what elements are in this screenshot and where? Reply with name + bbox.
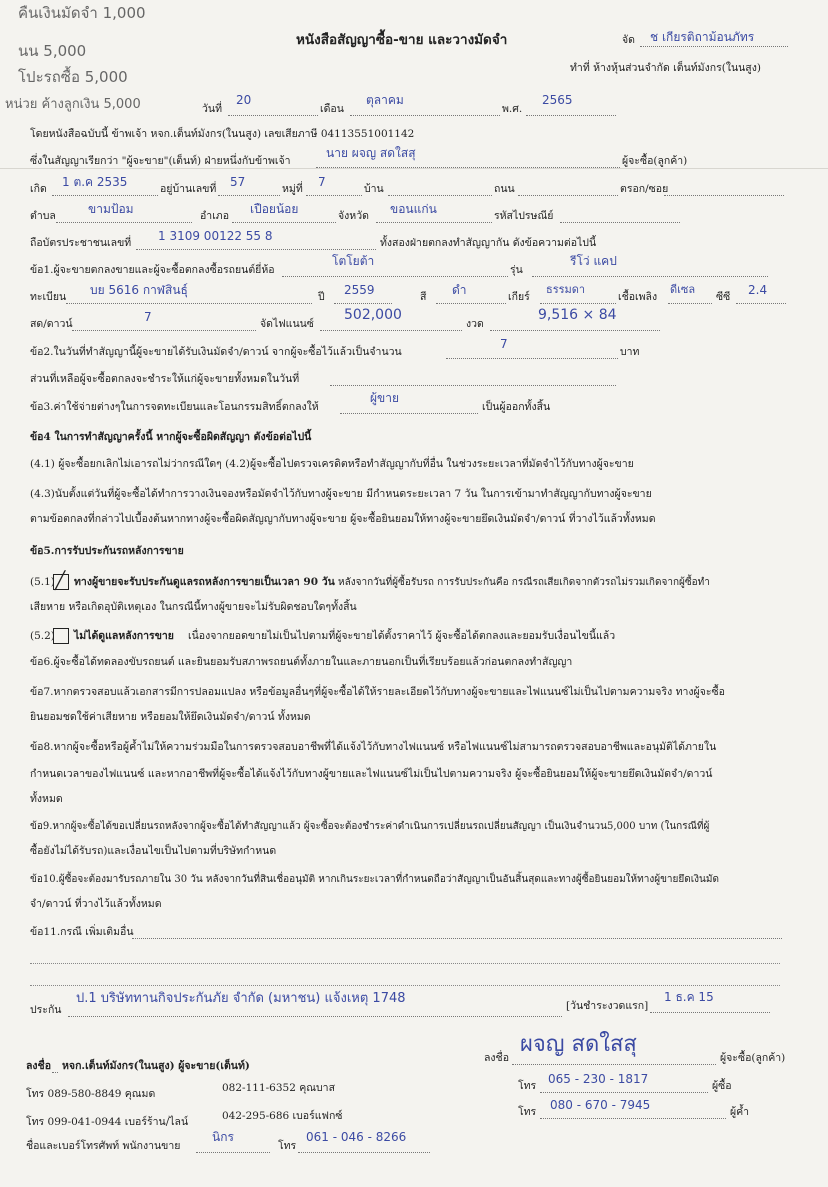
clause11: ข้อ11.กรณี เพิ่มเติมอื่น xyxy=(30,926,134,938)
house-label: อยู่บ้านเลขที่ xyxy=(160,183,217,195)
reg-label: ทะเบียน xyxy=(30,291,67,303)
c52-rest: เนื่องจากยอดขายไม่เป็นไปตามที่ผู้จะขายได้ตั้งราคาไว้ ผู้จะซื้อได้ตกลงและยอมรับเงื่อนไขนี้แล้ว xyxy=(188,630,616,642)
clause3-post: เป็นผู้ออกทั้งสิ้น xyxy=(482,401,551,413)
clause10-line: จำ/ดาวน์ ที่วางไว้แล้วทั้งหมด xyxy=(30,898,162,910)
buyer-name: นาย ผจญ สดใสสุ xyxy=(326,146,416,160)
dotted-line xyxy=(228,115,318,116)
clause5-title: ข้อ5.การรับประกันรถหลังการขาย xyxy=(30,545,184,557)
clause8-line: ข้อ8.หากผู้จะซื้อหรือผู้ค้ำไม่ให้ความร่วมมือในการตรวจสอบอาชีพที่ได้แจ้งไว้กับทางไฟแนนซ์ หรือไฟแนนซ์ไม่สามารถตรวจสอบอาชีพและอนุมัติได้ภายใน xyxy=(30,741,717,753)
seller-sign-label: ลงชื่อ xyxy=(26,1060,51,1072)
contact: โทร 099-041-0944 เบอร์ร้าน/ไลน์ xyxy=(26,1116,189,1128)
dotted-line xyxy=(376,222,492,223)
month-label: เดือน xyxy=(320,103,344,115)
first-payment-label: [วันชำระงวดแรก] xyxy=(566,1000,649,1012)
house-value: 57 xyxy=(230,175,246,189)
clause8-line: กำหนดเวลาของไฟแนนซ์ และหากอาชีพที่ผู้จะซื้อได้แจ้งไว้กับทางผู้ขายและไฟแนนซ์ไม่เป็นไปตามความจริง ผู้จะซื้อยินยอมให้ผู้จะขายยึดเงินมัดจำ/ดาวน์ xyxy=(30,768,713,780)
postcode-label: รหัสไปรษณีย์ xyxy=(494,210,554,222)
guarantor-phone: 080 - 670 - 7945 xyxy=(550,1098,651,1112)
dotted-line xyxy=(52,195,158,196)
clause7-line: ข้อ7.หากตรวจสอบแล้วเอกสารมีการปลอมแปลง หรือข้อมูลอื่นๆที่ผู้จะซื้อได้ให้รายละเอียดไว้กับทางผู้จะขายและไฟแนนซ์ไม่เป็นไปตามความจริง ทางผู้จะซื้อ xyxy=(30,686,725,698)
soi-label: ตรอก/ซอย xyxy=(620,183,669,195)
c52-bold: ไม่ได้ดูแลหลังการขาย xyxy=(74,630,174,642)
clause4-title: ข้อ4 ในการทำสัญญาครั้งนี้ หากผู้จะซื้อผิดสัญญา ดังข้อต่อไปนี้ xyxy=(30,431,312,443)
dotted-line xyxy=(350,115,500,116)
buyer-sign-label: ลงชื่อ xyxy=(484,1052,509,1064)
clause6: ข้อ6.ผู้จะซื้อได้ทดลองขับรถยนต์ และยินยอมรับสภาพรถยนต์ทั้งภายในและภายนอกเป็นที่เรียบร้อยแล้วก่อนตกลงทำสัญญา xyxy=(30,656,573,668)
first-payment-date: 1 ธ.ค 15 xyxy=(664,990,714,1004)
dotted-line xyxy=(298,1152,430,1153)
dotted-line xyxy=(532,276,768,277)
dotted-line xyxy=(56,222,192,223)
village-label: บ้าน xyxy=(364,183,384,195)
dotted-line xyxy=(52,1072,58,1073)
made-at-value: ช เกียรติถาม้อนภัทร xyxy=(650,30,755,44)
fuel-label: เชื้อเพลิง xyxy=(618,291,658,303)
clause1-text: ข้อ1.ผู้จะขายตกลงขายและผู้จะซื้อตกลงซื้อรถยนต์ยี่ห้อ xyxy=(30,264,275,276)
place: ทำที่ ห้างหุ้นส่วนจำกัด เต็นท์มังกร(ในนสูง) xyxy=(570,62,761,74)
deposit-unit: บาท xyxy=(620,346,640,358)
dotted-line xyxy=(282,276,508,277)
province-value: ขอนแก่น xyxy=(390,202,437,216)
remaining-line: ส่วนที่เหลือผู้จะซื้อตกลงจะชำระให้แก่ผู้จะขายทั้งหมดในวันที่ xyxy=(30,373,300,385)
intro-line: โดยหนังสือฉบับนี้ ข้าพเจ้า หจก.เต็นท์มังกร(ในนสูง) เลขเสียภาษี 04113551001142 xyxy=(30,128,415,140)
insurance-label: ประกัน xyxy=(30,1004,62,1016)
dotted-line xyxy=(436,303,506,304)
dotted-line xyxy=(66,303,312,304)
province-label: จังหวัด xyxy=(338,210,369,222)
contact: โทร 089-580-8849 คุณมด xyxy=(26,1088,156,1100)
year-label: พ.ศ. xyxy=(502,103,523,115)
dotted-line xyxy=(540,303,616,304)
clause3-text: ข้อ3.ค่าใช้จ่ายต่างๆในการจดทะเบียนและโอนกรรมสิทธิ์ตกลงให้ xyxy=(30,401,319,413)
paper-fold xyxy=(0,168,828,169)
date-month: ตุลาคม xyxy=(366,93,404,107)
reg-value: บย 5616 กาฬสินธุ์ xyxy=(90,283,188,297)
gear-label: เกียร์ xyxy=(508,291,530,303)
salesperson-phone-label: โทร xyxy=(278,1140,297,1152)
dotted-line xyxy=(316,167,620,168)
dotted-line xyxy=(446,358,618,359)
dotted-line xyxy=(540,1092,708,1093)
salesperson-name: นิกร xyxy=(212,1130,234,1144)
dotted-line xyxy=(132,938,782,939)
contact: 042-295-686 เบอร์แฟกซ์ xyxy=(222,1110,343,1122)
margin-note: คืนเงินมัดจำ 1,000 xyxy=(18,4,146,22)
margin-note: นน 5,000 xyxy=(18,42,87,60)
born-value: 1 ต.ค 2535 xyxy=(62,175,128,189)
down-value: 7 xyxy=(144,310,152,324)
check-mark-icon: ╱ xyxy=(55,571,66,591)
made-at-label: จัด xyxy=(622,34,635,46)
buyer-sign-role: ผู้จะซื้อ(ลูกค้า) xyxy=(720,1052,786,1064)
dotted-line xyxy=(334,303,392,304)
dotted-line xyxy=(650,1012,770,1013)
clause2-text: ข้อ2.ในวันที่ทำสัญญานี้ผู้จะขายได้รับเงินมัดจำ/ดาวน์ จากผู้จะซื้อไว้แล้วเป็นจำนวน xyxy=(30,346,402,358)
dotted-line xyxy=(490,330,660,331)
date-year: 2565 xyxy=(542,93,573,107)
dotted-line xyxy=(560,222,680,223)
c51-bold: ทางผู้ขายจะรับประกันดูแลรถหลังการขายเป็นเวลา 90 วัน xyxy=(74,576,335,588)
buyer-phone-role: ผู้ซื้อ xyxy=(712,1080,732,1092)
dotted-line xyxy=(518,195,618,196)
year-value: 2559 xyxy=(344,283,375,297)
dotted-line xyxy=(736,303,786,304)
date-day: 20 xyxy=(236,93,252,107)
dotted-line xyxy=(218,195,280,196)
buyer-phone: 065 - 230 - 1817 xyxy=(548,1072,649,1086)
buyer-signature: ผจญ สดใสสุ xyxy=(520,1032,637,1057)
clause8-line: ทั้งหมด xyxy=(30,793,63,805)
seller-sign-name: หจก.เต็นท์มังกร(ในนสูง) ผู้จะขาย(เต็นท์) xyxy=(62,1060,250,1072)
down-label: สด/ดาวน์ xyxy=(30,318,73,330)
tambon-label: ตำบล xyxy=(30,210,56,222)
dotted-line xyxy=(196,1152,270,1153)
inst-label: งวด xyxy=(466,318,484,330)
id-post: ทั้งสองฝ่ายตกลงทำสัญญากัน ดังข้อความต่อไปนี้ xyxy=(380,237,597,249)
gear-value: ธรรมดา xyxy=(546,283,586,296)
deposit-amount: 7 xyxy=(500,337,508,351)
clause9-line: ข้อ9.หากผู้จะซื้อได้ขอเปลี่ยนรถหลังจากผู้จะซื้อได้ทำสัญญาแล้ว ผู้จะซื้อจะต้องชำระค่าดำเนินการเปลี่ยนรถเปลี่ยนสัญญา เป็นเงินจำนวน5,000 บาท (ในกรณีที่ผู้ xyxy=(30,821,710,832)
fin-value: 502,000 xyxy=(344,307,402,323)
cc-value: 2.4 xyxy=(748,283,768,297)
dotted-line xyxy=(306,195,362,196)
id-value: 1 3109 00122 55 8 xyxy=(158,229,273,243)
road-label: ถนน xyxy=(494,183,515,195)
year-label: ปี xyxy=(318,291,325,303)
margin-note: โปะรถซื้อ 5,000 xyxy=(18,68,128,86)
id-label: ถือบัตรประชาชนเลขที่ xyxy=(30,237,132,249)
dotted-line xyxy=(664,195,784,196)
dotted-line xyxy=(512,1064,716,1065)
inst-value: 9,516 × 84 xyxy=(538,307,617,323)
born-label: เกิด xyxy=(30,183,47,195)
contact: 082-111-6352 คุณบาส xyxy=(222,1082,335,1094)
dotted-line xyxy=(668,303,712,304)
no-warranty-checkbox[interactable] xyxy=(53,628,69,644)
fuel-value: ดีเซล xyxy=(670,283,696,296)
model-label: รุ่น xyxy=(510,264,523,276)
cc-label: ซีซี xyxy=(716,291,731,303)
insurance-value: ป.1 บริษัททานกิจประกันภัย จำกัด (มหาชน) แจ้งเหตุ 1748 xyxy=(76,991,406,1006)
warranty-90-checkbox[interactable] xyxy=(53,571,69,591)
c51-line2: เสียหาย หรือเกิดอุบัติเหตุเอง ในกรณีนี้ทางผู้ขายจะไม่รับผิดชอบใดๆทั้งสิ้น xyxy=(30,601,357,613)
clause9-line: ซื้อยังไม่ได้รับรถ)และเงื่อนไขเป็นไปตามที่บริษัทกำหนด xyxy=(30,845,277,857)
buyer-line-pre: ซึ่งในสัญญาเรียกว่า "ผู้จะขาย"(เต็นท์) ฝ่ายหนึ่งกับข้าพเจ้า xyxy=(30,155,291,167)
clause4-line: ตามข้อตกลงที่กล่าวไปเบื้องต้นหากทางผู้จะซื้อผิดสัญญากับทางผู้จะขาย ผู้จะซื้อยินยอมให้ทางผู้จะขายยึดเงินมัดจำ/ดาวน์ ที่วางไว้แล้วทั้งหมด xyxy=(30,513,656,525)
margin-note: หน่วย ค้างลูกเงิน 5,000 xyxy=(5,97,141,112)
dotted-line xyxy=(640,46,788,47)
tambon-value: ขามป้อม xyxy=(88,202,134,216)
dotted-line xyxy=(72,330,256,331)
moo-value: 7 xyxy=(318,175,326,189)
dotted-line xyxy=(320,330,462,331)
fin-label: จัดไฟแนนซ์ xyxy=(260,318,314,330)
color-label: สี xyxy=(420,291,427,303)
page-title: หนังสือสัญญาซื้อ-ขาย และวางมัดจำ xyxy=(296,32,508,48)
dotted-line xyxy=(330,385,616,386)
color-value: ดำ xyxy=(452,283,467,297)
buyer-role: ผู้จะซื้อ(ลูกค้า) xyxy=(622,155,688,167)
car-brand: โตโยต้า xyxy=(332,254,375,268)
c51-rest: หลังจากวันที่ผู้ซื้อรับรถ การรับประกันคือ กรณีรถเสียเกิดจากตัวรถไม่รวมเกิดจากผู้ซื้อทำ xyxy=(338,577,710,588)
dotted-line xyxy=(30,985,780,986)
date-label: วันที่ xyxy=(202,103,222,115)
salesperson-label: ชื่อและเบอร์โทรศัพท์ พนักงานขาย xyxy=(26,1140,181,1152)
clause10-line: ข้อ10.ผู้ซื้อจะต้องมารับรถภายใน 30 วัน หลังจากวันที่สินเชื่ออนุมัติ หากเกินระยะเวลาที่กำหนดถือว่าสัญญาเป็นอันสิ้นสุดและทางผู้ซื้อยินยอมให้ทางผู้ขายยึดเงินมัด xyxy=(30,874,719,885)
salesperson-phone: 061 - 046 - 8266 xyxy=(306,1130,407,1144)
buyer-phone-label: โทร xyxy=(518,1080,537,1092)
dotted-line xyxy=(68,1016,562,1017)
clause4-line: (4.1) ผู้จะซื้อยกเลิกไม่เอารถไม่ว่ากรณีใดๆ (4.2)ผู้จะซื้อไปตรวจเครดิตหรือทำสัญญากับที่อื่น ในช่วงระยะเวลาที่มัดจำไว้กับทางผู้จะขาย xyxy=(30,458,634,470)
dotted-line xyxy=(526,115,616,116)
dotted-line xyxy=(340,413,478,414)
guarantor-phone-label: โทร xyxy=(518,1106,537,1118)
guarantor-phone-role: ผู้ค้ำ xyxy=(730,1106,750,1118)
car-model: รีโว่ แคป xyxy=(570,254,617,268)
fee-payer: ผู้ขาย xyxy=(370,391,400,405)
clause7-line: ยินยอมชดใช้ค่าเสียหาย หรือยอมให้ยึดเงินมัดจำ/ดาวน์ ทั้งหมด xyxy=(30,711,311,723)
dotted-line xyxy=(540,1118,726,1119)
amphoe-label: อำเภอ xyxy=(200,210,230,222)
moo-label: หมู่ที่ xyxy=(282,183,303,195)
c51-number: (5.1) xyxy=(30,576,55,588)
amphoe-value: เปือยน้อย xyxy=(250,202,299,216)
dotted-line xyxy=(232,222,336,223)
dotted-line xyxy=(388,195,492,196)
dotted-line xyxy=(136,249,376,250)
dotted-line xyxy=(30,963,780,964)
clause4-line: (4.3)นับตั้งแต่วันที่ผู้จะซื้อได้ทำการวางเงินจองหรือมัดจำไว้กับทางผู้จะขาย มีกำหนดระยะเวลา 7 วัน ในการเข้ามาทำสัญญากับทางผู้จะขาย xyxy=(30,488,652,500)
c52-number: (5.2) xyxy=(30,630,55,642)
